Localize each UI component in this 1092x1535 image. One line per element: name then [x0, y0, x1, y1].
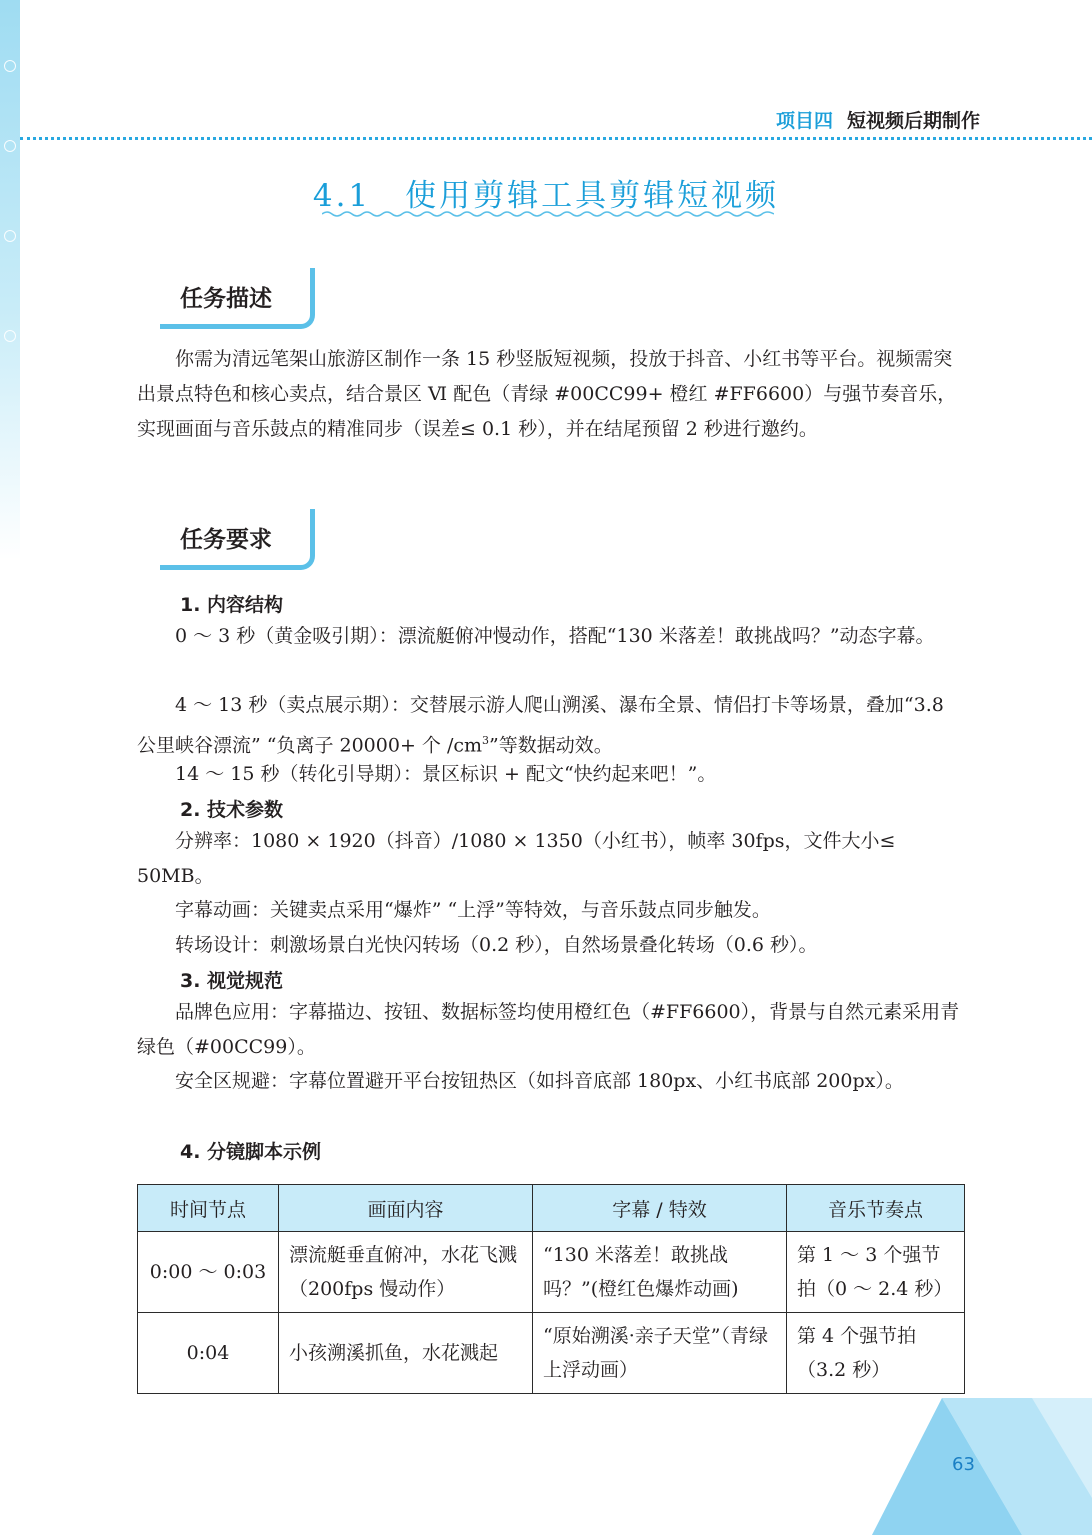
cell-music: 第 1 ～ 3 个强节拍（0 ～ 2.4 秒） [787, 1232, 965, 1313]
running-header [776, 106, 980, 133]
paragraph-4-13s: 4 ～ 13 秒（卖点展示期）：交替展示游人爬山溯溪、瀑布全景、情侣打卡等场景，叠加“3.8 公里峡谷漂流” “负离子 20000+ 个 $/cm^3$”等数据动效。 [137, 694, 944, 757]
table-row [138, 1232, 965, 1313]
cell-subtitle: “130 米落差！敢挑战吗？”(橙红色爆炸动画) [533, 1232, 787, 1313]
header-subtitle: 字幕 / 特效 [533, 1185, 787, 1232]
header-dotted-rule [20, 137, 1092, 140]
paragraph-resolution: 分辨率：1080 × 1920（抖音）/1080 × 1350（小红书），帧率 30fps，文件大小≤ 50MB。 [137, 830, 896, 887]
page-corner-triangle [872, 1398, 1092, 1535]
table-header-row [138, 1185, 965, 1232]
left-decorative-strip [0, 0, 20, 560]
cell-subtitle: “原始溯溪·亲子天堂”（青绿上浮动画） [533, 1313, 787, 1394]
task-description-text: 你需为清远笔架山旅游区制作一条 15 秒竖版短视频，投放于抖音、小红书等平台。视频需突出景点特色和核心卖点，结合景区 Ⅵ 配色（青绿 #00CC99+ 橙红 #FF6600）与强节奏音乐，实现画面与音乐鼓点的精准同步（误差≤ 0.1 秒），并在结尾预留 2 秒进行邀约。 [137, 348, 957, 440]
cell-time: 0:00 ～ 0:03 [138, 1232, 279, 1313]
cell-scene: 漂流艇垂直俯冲，水花飞溅（200fps 慢动作） [279, 1232, 533, 1313]
header-scene: 画面内容 [279, 1185, 533, 1232]
task-requirements-heading: 任务要求 [160, 509, 315, 570]
subheading-storyboard: 4. 分镜脚本示例 [180, 1141, 322, 1163]
paragraph-brand-color: 品牌色应用：字幕描边、按钮、数据标签均使用橙红色（#FF6600），背景与自然元素采用青绿色（#00CC99）。 [137, 1001, 960, 1058]
subheading-visual-spec: 3. 视觉规范 [180, 970, 284, 992]
task-description-heading: 任务描述 [160, 268, 315, 329]
subheading-tech-params: 2. 技术参数 [180, 799, 284, 821]
table-row [138, 1313, 965, 1394]
section-title: 4.1 使用剪辑工具剪辑短视频 [312, 178, 780, 214]
paragraph-subtitle-animation: 字幕动画：关键卖点采用“爆炸” “上浮”等特效，与音乐鼓点同步触发。 [175, 899, 771, 921]
cell-scene: 小孩溯溪抓鱼，水花溅起 [279, 1313, 533, 1394]
subheading-content-structure: 1. 内容结构 [180, 594, 284, 616]
cell-time: 0:04 [138, 1313, 279, 1394]
cell-music: 第 4 个强节拍（3.2 秒） [787, 1313, 965, 1394]
header-music: 音乐节奏点 [787, 1185, 965, 1232]
paragraph-safe-zone: 安全区规避：字幕位置避开平台按钮热区（如抖音底部 180px、小红书底部 200px）。 [175, 1070, 904, 1092]
storyboard-table [137, 1184, 965, 1394]
title-wave-underline [322, 210, 774, 218]
paragraph-14-15s: 14 ～ 15 秒（转化引导期）：景区标识 + 配文“快约起来吧！”。 [175, 763, 717, 785]
header-project: 项目四 [775, 110, 833, 132]
paragraph-transition: 转场设计：刺激场景白光快闪转场（0.2 秒），自然场景叠化转场（0.6 秒）。 [175, 934, 818, 956]
header-time: 时间节点 [138, 1185, 279, 1232]
page-number: 63 [952, 1454, 975, 1475]
paragraph-0-3s: 0 ～ 3 秒（黄金吸引期）：漂流艇俯冲慢动作，搭配“130 米落差！敢挑战吗？”动态字幕。 [175, 625, 935, 647]
header-chapter: 短视频后期制作 [846, 110, 980, 132]
